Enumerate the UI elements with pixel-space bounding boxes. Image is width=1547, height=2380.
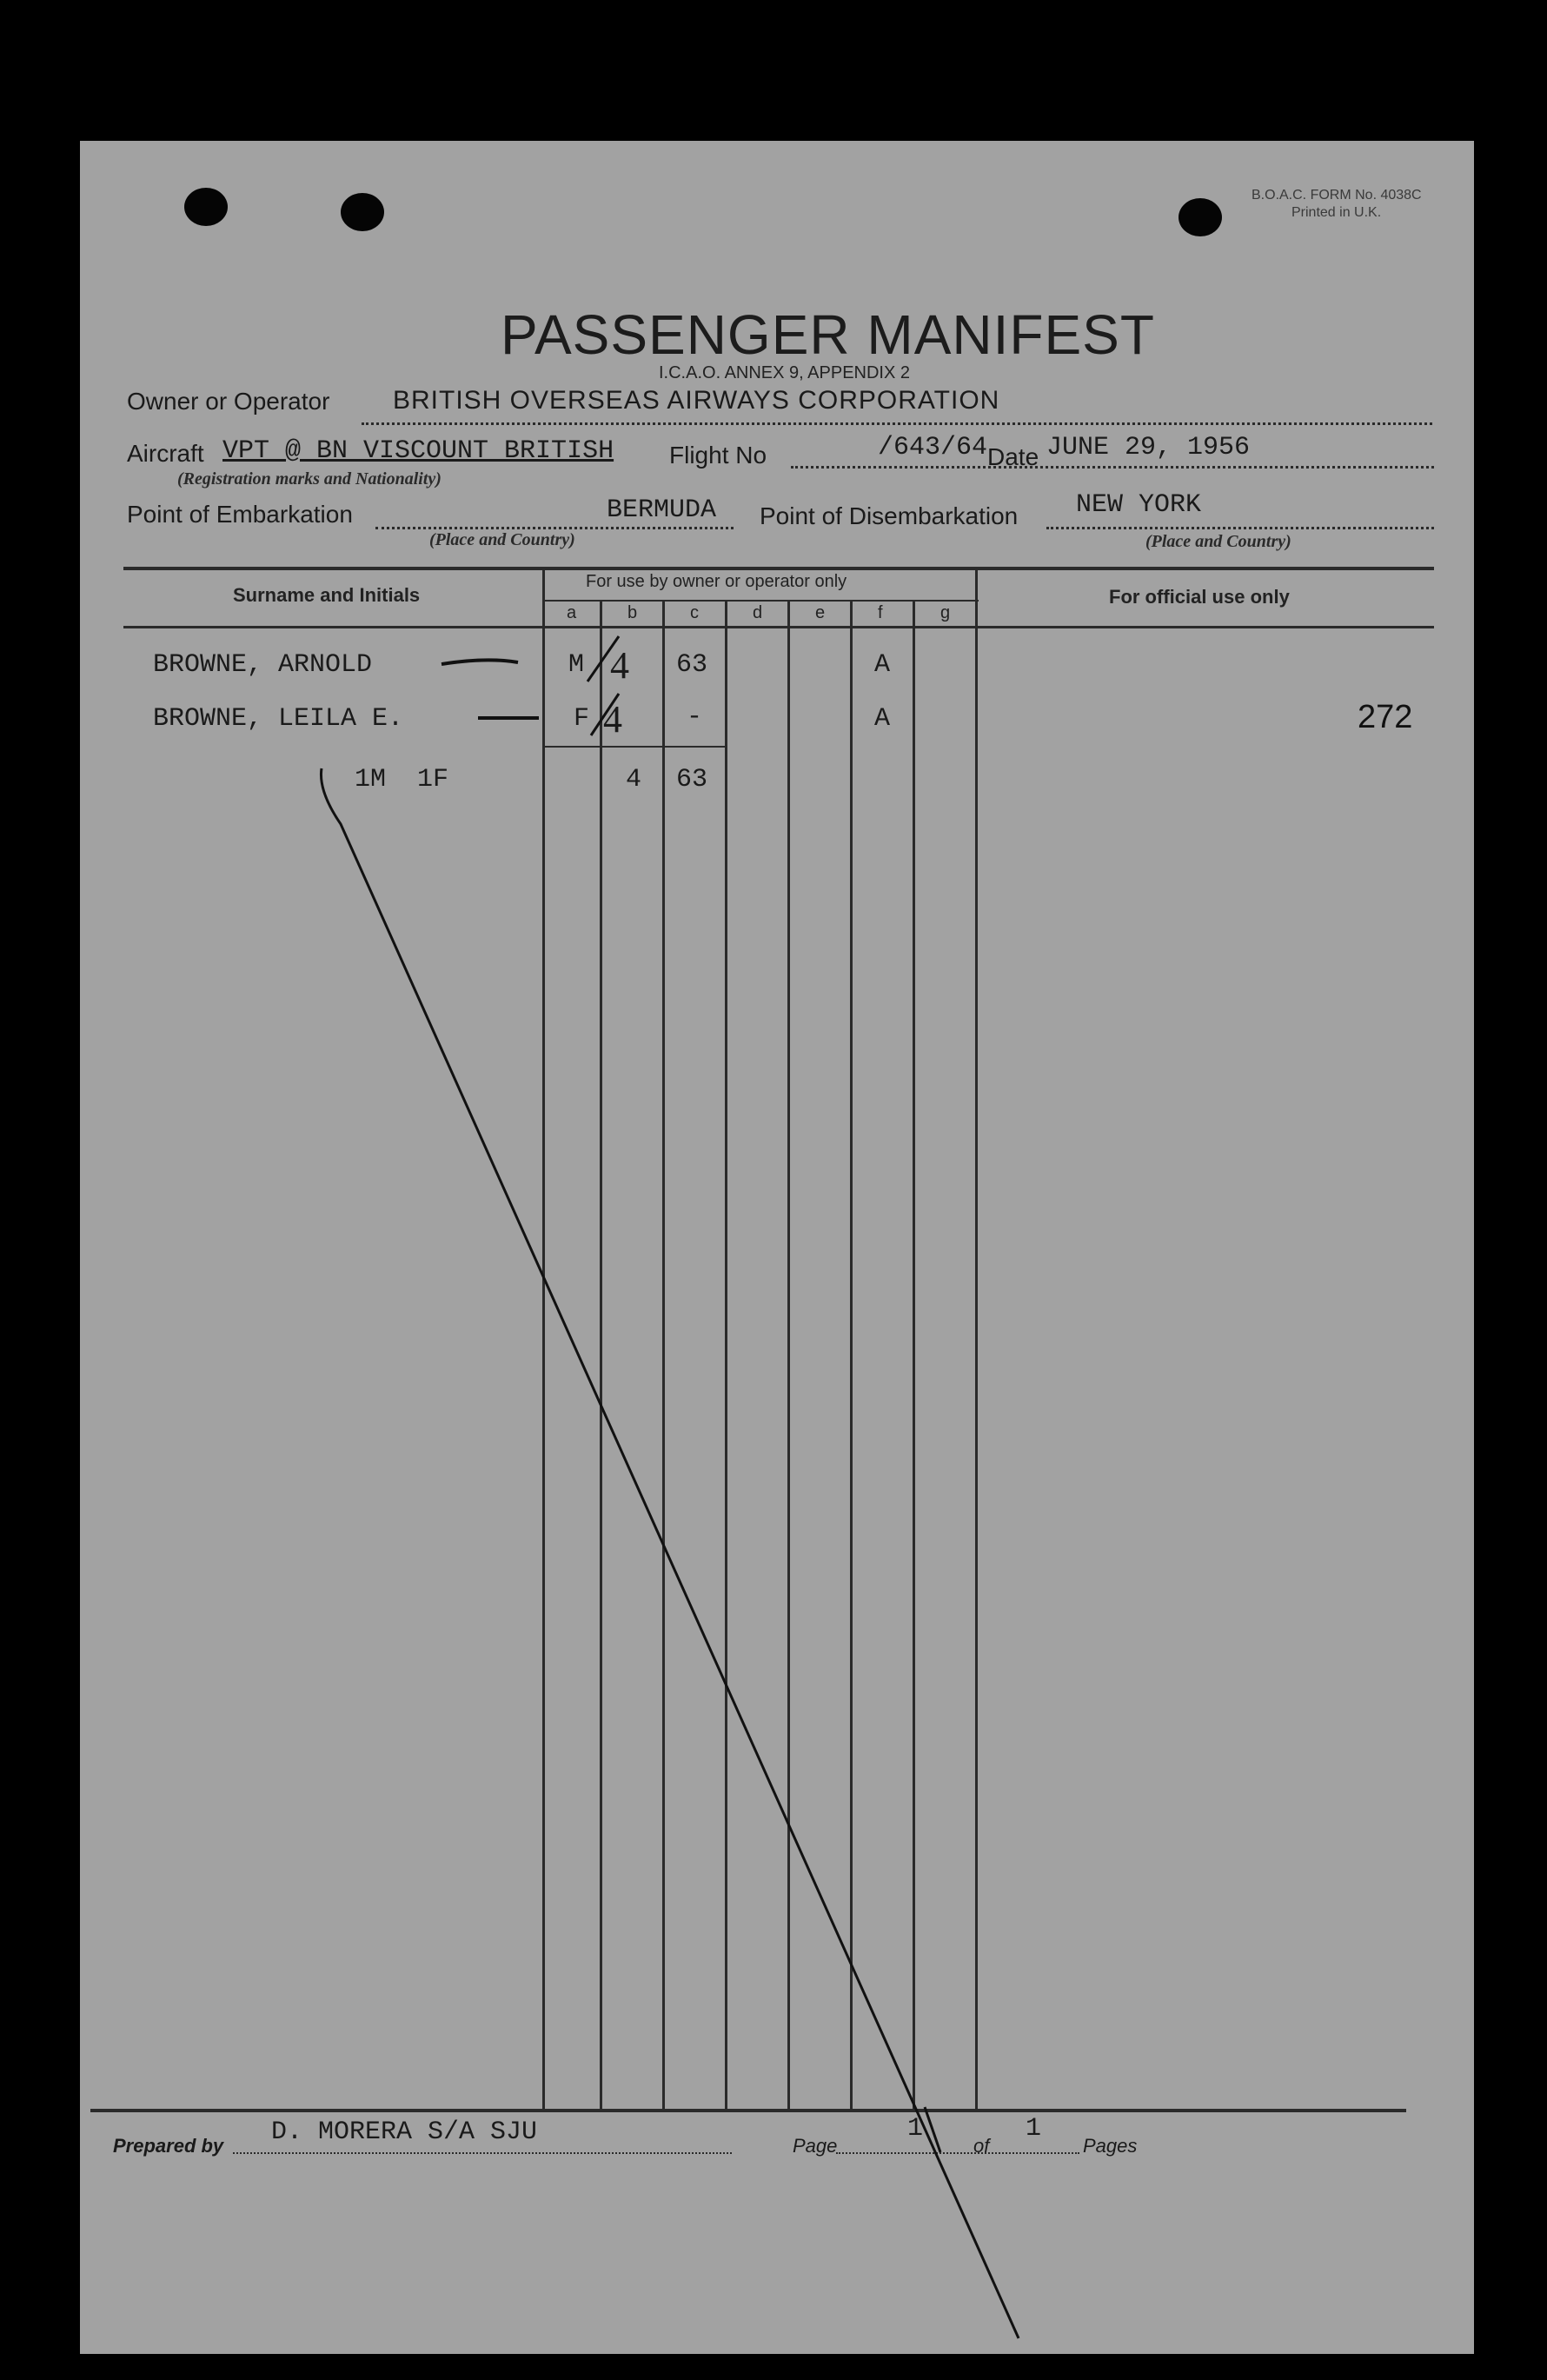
total-c: 63	[676, 765, 708, 794]
row-2-c: -	[687, 702, 703, 732]
form-stamp-2: Printed in U.K.	[1291, 205, 1382, 220]
of-label: of	[973, 2135, 990, 2157]
embarkation-value: BERMUDA	[607, 495, 717, 525]
disembarkation-note: (Place and Country)	[1145, 532, 1291, 551]
prepared-label: Prepared by	[113, 2135, 224, 2157]
row-2-b: 4	[603, 698, 622, 741]
col-header-owner: For use by owner or operator only	[586, 572, 847, 591]
flight-label: Flight No	[669, 442, 767, 469]
flight-value: /643/64	[878, 433, 988, 462]
document-subtitle: I.C.A.O. ANNEX 9, APPENDIX 2	[659, 363, 910, 382]
row-2-f: A	[874, 704, 891, 734]
row-1-b: 4	[610, 644, 629, 687]
slash-row-1	[588, 636, 619, 681]
official-number: 272	[1358, 699, 1413, 735]
of-value: 1	[1026, 2114, 1042, 2144]
sub-col-d: d	[753, 603, 763, 622]
embarkation-note: (Place and Country)	[429, 530, 575, 549]
aircraft-note: (Registration marks and Nationality)	[177, 469, 442, 489]
date-label: Date	[987, 443, 1039, 470]
disembarkation-value: NEW YORK	[1076, 490, 1202, 520]
row-2-name: BROWNE, LEILA E.	[153, 704, 404, 734]
aircraft-value: VPT @ BN VISCOUNT BRITISH	[222, 436, 614, 466]
owner-label: Owner or Operator	[127, 388, 330, 415]
pages-label: Pages	[1083, 2135, 1138, 2157]
disembarkation-label: Point of Disembarkation	[760, 502, 1019, 529]
col-header-names: Surname and Initials	[233, 584, 421, 606]
check-mark-row-1	[442, 660, 518, 664]
aircraft-label: Aircraft	[127, 440, 204, 467]
sub-col-b: b	[627, 603, 638, 622]
page-label: Page	[793, 2135, 838, 2157]
sub-col-f: f	[878, 603, 883, 622]
slash-row-2	[591, 694, 619, 735]
sub-col-g: g	[940, 603, 951, 622]
embarkation-label: Point of Embarkation	[127, 501, 353, 528]
prepared-value: D. MORERA S/A SJU	[271, 2117, 538, 2147]
page-value: 1	[907, 2114, 924, 2144]
sub-col-a: a	[567, 603, 577, 622]
sub-col-c: c	[690, 603, 699, 622]
date-value: JUNE 29, 1956	[1046, 433, 1251, 462]
row-1-f: A	[874, 650, 891, 680]
document-title: PASSENGER MANIFEST	[501, 303, 1155, 366]
total-b: 4	[626, 765, 642, 794]
sub-col-e: e	[815, 603, 826, 622]
total-label: 1M 1F	[355, 765, 449, 794]
row-1-a: M	[568, 650, 585, 680]
cancellation-stroke	[321, 768, 1019, 2338]
row-1-c: 63	[676, 650, 708, 680]
row-1-name: BROWNE, ARNOLD	[153, 650, 373, 680]
owner-value: BRITISH OVERSEAS AIRWAYS CORPORATION	[393, 386, 1000, 415]
form-stamp: B.O.A.C. FORM No. 4038C	[1252, 188, 1422, 203]
col-header-official: For official use only	[1109, 586, 1290, 608]
row-2-a: F	[574, 704, 590, 734]
